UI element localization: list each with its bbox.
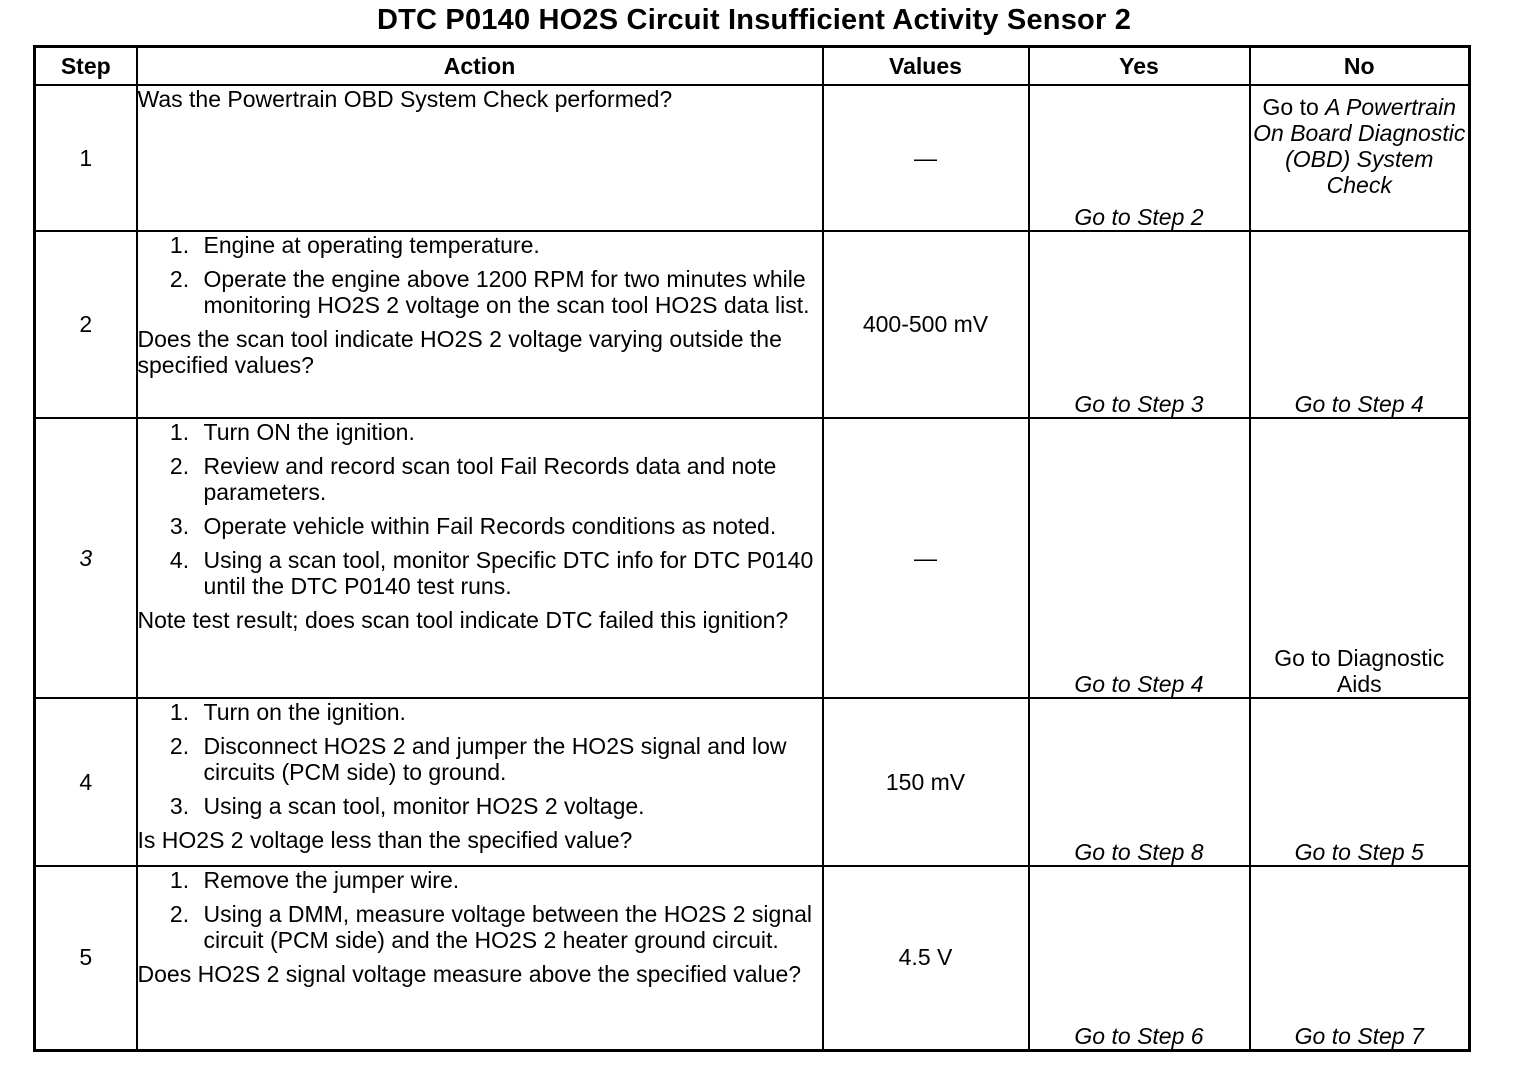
action-step: 2. Disconnect HO2S 2 and jumper the HO2S signal and low circuits (PCM side) to ground. — [196, 733, 822, 785]
yes-action: Go to Step 6 — [1029, 866, 1250, 1050]
action-steps — [138, 419, 822, 599]
no-action-link: A Powertrain On Board Diagnostic (OBD) System Check — [1253, 94, 1466, 198]
value-cell: — — [823, 85, 1029, 231]
action-step: 2. Review and record scan tool Fail Records data and note parameters. — [196, 453, 822, 505]
no-action — [1250, 85, 1470, 231]
table-row — [35, 85, 1470, 231]
action-steps — [138, 699, 822, 819]
action-step: 2. Operate the engine above 1200 RPM for two minutes while monitoring HO2S 2 voltage on the scan tool HO2S data list. — [196, 266, 822, 318]
table-row — [35, 698, 1470, 866]
yes-action: Go to Step 8 — [1029, 698, 1250, 866]
column-header-step: Step — [35, 47, 137, 86]
value-cell: — — [823, 418, 1029, 698]
action-step: 3. Using a scan tool, monitor HO2S 2 voltage. — [196, 793, 822, 819]
diagnostic-table — [33, 45, 1471, 1052]
action-cell — [137, 231, 823, 418]
step-number: 3 — [35, 418, 137, 698]
no-action: Go to Step 4 — [1250, 231, 1470, 418]
header-row — [35, 47, 1470, 86]
value-cell: 4.5 V — [823, 866, 1029, 1050]
yes-action: Go to Step 4 — [1029, 418, 1250, 698]
column-header-no: No — [1250, 47, 1470, 86]
yes-action: Go to Step 3 — [1029, 231, 1250, 418]
action-cell — [137, 866, 823, 1050]
action-cell — [137, 698, 823, 866]
value-cell: 400-500 mV — [823, 231, 1029, 418]
action-question: Was the Powertrain OBD System Check performed? — [137, 86, 673, 112]
table-row — [35, 231, 1470, 418]
action-step: 2. Using a DMM, measure voltage between the HO2S 2 signal circuit (PCM side) and the HO2S 2 heater ground circuit. — [196, 901, 822, 953]
action-question: Is HO2S 2 voltage less than the specified value? — [137, 827, 633, 853]
column-header-action: Action — [137, 47, 823, 86]
action-question: Note test result; does scan tool indicate DTC failed this ignition? — [137, 607, 789, 633]
action-cell — [137, 418, 823, 698]
action-cell — [137, 85, 823, 231]
action-step: 1. Remove the jumper wire. — [196, 867, 822, 893]
no-action: Go to Diagnostic Aids — [1250, 418, 1470, 698]
step-number: 5 — [35, 866, 137, 1050]
no-action-prefix: Go to — [1262, 94, 1326, 120]
action-step: 1. Turn ON the ignition. — [196, 419, 822, 445]
table-row — [35, 866, 1470, 1050]
no-action: Go to Step 5 — [1250, 698, 1470, 866]
column-header-yes: Yes — [1029, 47, 1250, 86]
table-row — [35, 418, 1470, 698]
action-step: 1. Turn on the ignition. — [196, 699, 822, 725]
step-number: 2 — [35, 231, 137, 418]
page-title: DTC P0140 HO2S Circuit Insufficient Activity Sensor 2 — [376, 4, 1132, 36]
action-step: 3. Operate vehicle within Fail Records conditions as noted. — [196, 513, 822, 539]
action-steps — [138, 232, 822, 318]
action-question: Does HO2S 2 signal voltage measure above the specified value? — [137, 961, 802, 987]
action-steps — [138, 867, 822, 953]
step-number: 4 — [35, 698, 137, 866]
no-action: Go to Step 7 — [1250, 866, 1470, 1050]
column-header-values: Values — [823, 47, 1029, 86]
yes-action: Go to Step 2 — [1029, 85, 1250, 231]
step-number: 1 — [35, 85, 137, 231]
action-step: 1. Engine at operating temperature. — [196, 232, 822, 258]
action-question: Does the scan tool indicate HO2S 2 voltage varying outside the specified values? — [137, 326, 782, 378]
value-cell: 150 mV — [823, 698, 1029, 866]
action-step: 4. Using a scan tool, monitor Specific DTC info for DTC P0140 until the DTC P0140 test runs. — [196, 547, 822, 599]
